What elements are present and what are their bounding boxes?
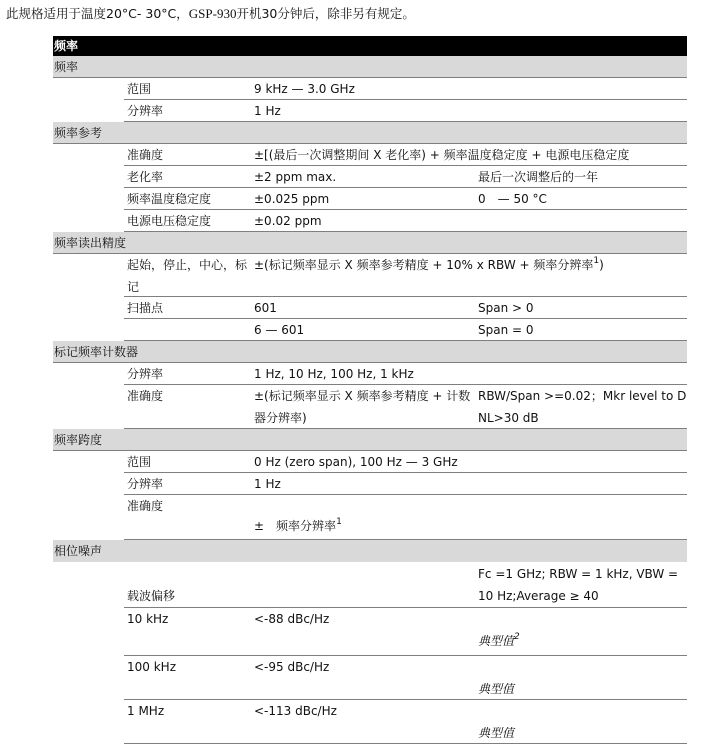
table-row: [53, 210, 687, 232]
row-value: ±0.025 ppm: [254, 192, 330, 206]
section-marker-counter: 标记频率计数器: [53, 341, 687, 363]
row-label: 分辨率: [127, 367, 164, 381]
spec-table: [53, 36, 687, 744]
table-row: [53, 78, 687, 100]
table-row: [53, 385, 687, 429]
table-row: [53, 495, 687, 540]
row-value: 1 Hz: [254, 104, 281, 118]
row-label: 范围: [127, 455, 152, 469]
table-row: [53, 188, 687, 210]
row-note: Span = 0: [478, 323, 534, 337]
row-note: 0 — 50 °C: [478, 192, 547, 206]
table-row: [53, 254, 687, 297]
table-row: [53, 473, 687, 495]
row-value: 1 Hz, 10 Hz, 100 Hz, 1 kHz: [254, 367, 414, 381]
table-row: [53, 562, 687, 608]
row-note: [478, 630, 687, 652]
table-row: [53, 451, 687, 473]
row-value: ±2 ppm max.: [254, 170, 337, 184]
row-value: ±[(最后一次调整期间 X 老化率) + 频率温度稳定度 + 电源电压稳定度: [254, 148, 630, 162]
section-frequency-readout: 频率读出精度: [53, 232, 687, 254]
intro-prefix: 此规格适用于温度20°C- 30°C，: [6, 6, 189, 21]
row-label: 载波偏移: [127, 589, 176, 603]
table-header: 频率: [53, 36, 687, 56]
table-row: [53, 100, 687, 122]
row-label: 分辨率: [127, 104, 164, 118]
row-label: 老化率: [127, 170, 164, 184]
row-label: 准确度: [127, 148, 164, 162]
row-note: 典型值: [478, 682, 515, 696]
table-row: [53, 656, 687, 700]
note-text: 典型值: [478, 634, 515, 648]
row-label: 准确度: [127, 389, 164, 403]
row-value: 9 kHz — 3.0 GHz: [254, 82, 355, 96]
row-label: 范围: [127, 82, 152, 96]
footnote-mark: 2: [514, 632, 520, 642]
footnote-mark: 1: [336, 517, 342, 527]
table-row: [53, 144, 687, 166]
value-close: ): [599, 258, 604, 272]
row-label: 准确度: [127, 499, 164, 513]
row-label: 100 kHz: [127, 660, 176, 674]
section-phase-noise: 相位噪声: [53, 540, 687, 562]
table-row: [53, 700, 687, 744]
intro-text: [6, 4, 415, 24]
row-label: 10 kHz: [127, 612, 169, 626]
row-note: RBW/Span >=0.02；Mkr level to DNL>30 dB: [478, 389, 687, 425]
table-row: [53, 166, 687, 188]
row-label: 1 MHz: [127, 704, 165, 718]
row-value: ±0.02 ppm: [254, 214, 322, 228]
row-label: 电源电压稳定度: [127, 214, 212, 228]
intro-model: GSP-930: [188, 6, 237, 21]
row-label: 频率温度稳定度: [127, 192, 212, 206]
row-value: [254, 254, 694, 276]
row-label: 扫描点: [127, 301, 164, 315]
row-value: 1 Hz: [254, 477, 281, 491]
section-frequency-reference: 频率参考: [53, 122, 687, 144]
row-value: 601: [254, 301, 277, 315]
row-note: 典型值: [478, 726, 515, 740]
row-value: [254, 515, 478, 537]
row-value: <-95 dBc/Hz: [254, 660, 330, 674]
footnote-mark: 1: [593, 256, 600, 266]
table-row: [53, 319, 687, 341]
row-value: <-88 dBc/Hz: [254, 612, 330, 626]
intro-suffix: 开机30分钟后，除非另有规定。: [236, 6, 415, 21]
section-frequency: 频率: [53, 56, 687, 78]
row-value: 6 — 601: [254, 323, 305, 337]
row-note: 最后一次调整后的一年: [478, 170, 599, 184]
table-row: [53, 363, 687, 385]
row-note: Fc =1 GHz; RBW = 1 kHz, VBW = 10 Hz;Average ≥ 40: [478, 567, 679, 603]
section-frequency-span: 频率跨度: [53, 429, 687, 451]
value-text: ±(标记频率显示 X 频率参考精度 + 10% x RBW + 频率分辨率: [254, 258, 594, 272]
table-row: [53, 297, 687, 319]
row-value: <-113 dBc/Hz: [254, 704, 337, 718]
row-value: 0 Hz (zero span), 100 Hz — 3 GHz: [254, 455, 458, 469]
table-row: [53, 608, 687, 656]
row-note: Span > 0: [478, 301, 534, 315]
row-value: ±(标记频率显示 X 频率参考精度 + 计数器分辨率): [254, 389, 471, 425]
row-label: 分辨率: [127, 477, 164, 491]
row-label: 起始，停止，中心，标记: [127, 258, 248, 294]
value-text: ± 频率分辨率: [254, 519, 337, 533]
